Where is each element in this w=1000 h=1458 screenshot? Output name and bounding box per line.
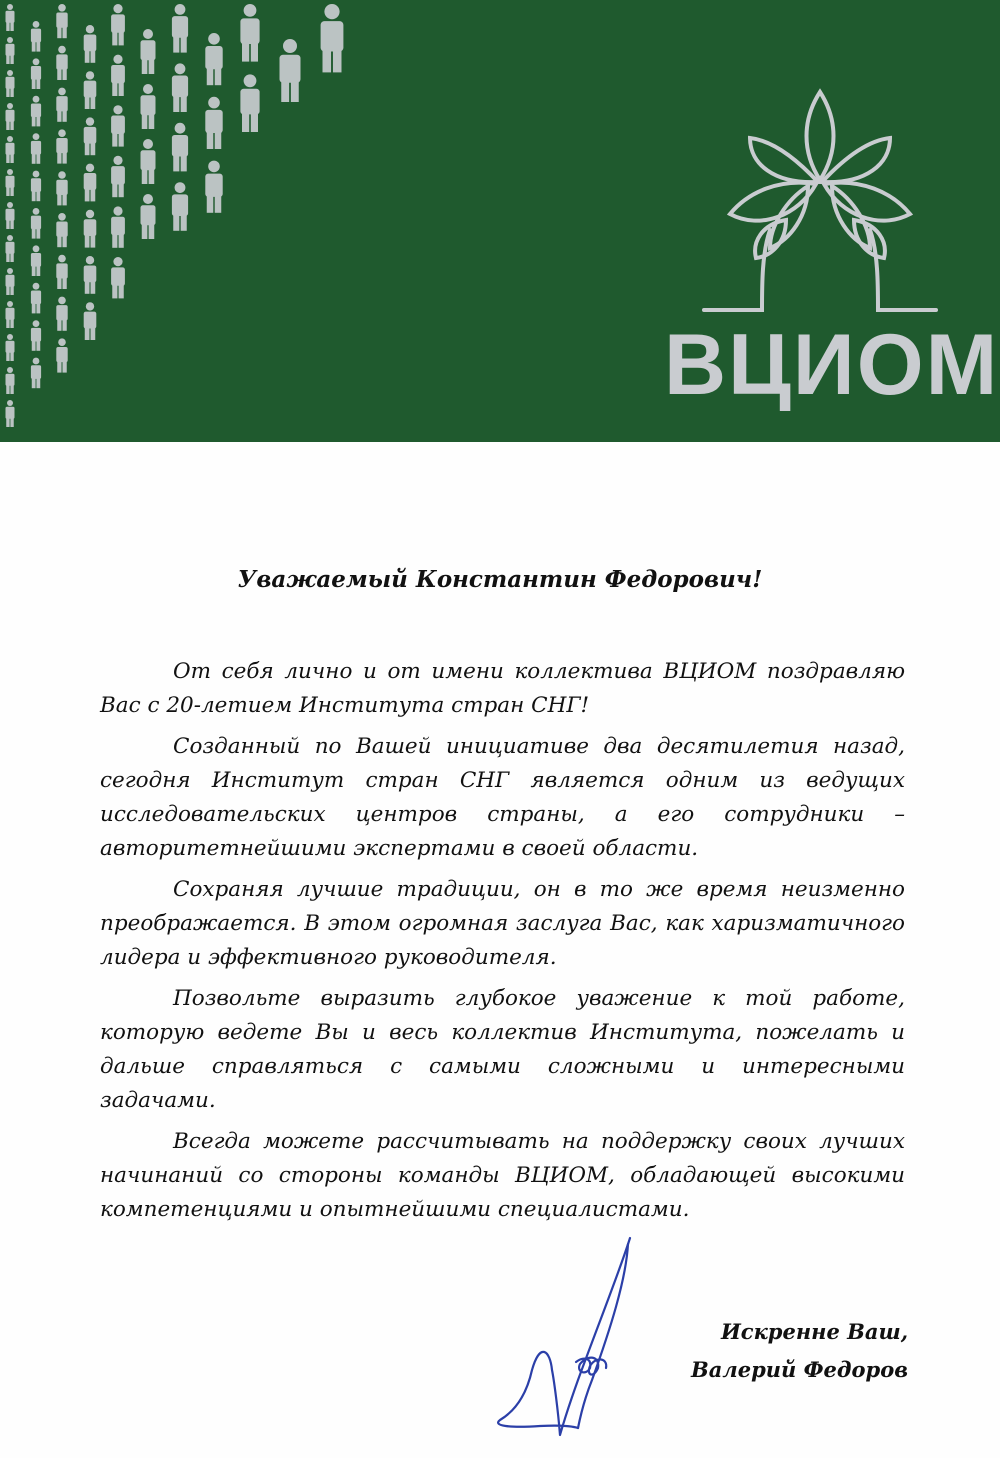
person-icon bbox=[172, 4, 188, 53]
person-icon bbox=[84, 164, 97, 202]
brand-name: ВЦИОМ bbox=[664, 317, 1000, 413]
person-icon bbox=[56, 297, 67, 331]
person-icon bbox=[56, 129, 67, 163]
person-icon bbox=[172, 182, 188, 231]
person-icon bbox=[31, 208, 41, 239]
person-icon bbox=[84, 71, 97, 109]
person-icon bbox=[6, 367, 15, 394]
tree-leaf-icon bbox=[690, 80, 950, 320]
person-icon bbox=[6, 268, 15, 295]
person-icon bbox=[240, 4, 259, 62]
person-icon bbox=[111, 55, 125, 96]
person-icon bbox=[31, 171, 41, 202]
person-icon bbox=[31, 320, 41, 351]
letterhead-banner bbox=[0, 0, 1000, 442]
person-icon bbox=[240, 74, 259, 132]
person-icon bbox=[111, 4, 125, 45]
person-icon bbox=[205, 97, 222, 149]
person-icon bbox=[6, 169, 15, 196]
signer-name: Валерий Федоров bbox=[691, 1357, 908, 1382]
person-icon bbox=[56, 171, 67, 205]
closing-line: Искренне Ваш, bbox=[720, 1319, 908, 1344]
person-icon bbox=[84, 25, 97, 63]
person-icon bbox=[6, 136, 15, 163]
person-icon bbox=[6, 334, 15, 361]
person-icon bbox=[56, 338, 67, 372]
letter-paragraph: От себя лично и от имени коллектива ВЦИОМ поздравляю Вас с 20-летием Института стран СНГ! bbox=[100, 659, 905, 718]
letter-paragraph: Всегда можете рассчитывать на поддержку своих лучших начинаний со стороны команды ВЦИОМ, обладающей высокими компетенциями и опытнейшими специалистами. bbox=[100, 1129, 905, 1222]
person-icon bbox=[6, 235, 15, 262]
person-icon bbox=[6, 37, 15, 64]
letter-closing bbox=[691, 1313, 908, 1389]
person-icon bbox=[111, 156, 125, 197]
person-icon bbox=[6, 202, 15, 229]
person-icon bbox=[56, 255, 67, 289]
person-icon bbox=[111, 206, 125, 247]
handwritten-signature bbox=[480, 1230, 680, 1445]
letter-paragraph: Созданный по Вашей инициативе два десятилетия назад, сегодня Институт стран СНГ является одним из ведущих исследовательских центров страны, а его сотрудники – авторитетнейшими экспертами в своей области. bbox=[100, 734, 905, 861]
person-icon bbox=[111, 257, 125, 298]
person-icon bbox=[141, 29, 156, 74]
letter-greeting: Уважаемый Константин Федорович! bbox=[237, 566, 763, 593]
person-icon bbox=[141, 194, 156, 239]
person-icon bbox=[6, 70, 15, 97]
person-icon bbox=[31, 58, 41, 89]
person-icon bbox=[111, 105, 125, 146]
person-icon bbox=[84, 256, 97, 294]
letter-body bbox=[100, 655, 905, 1234]
person-icon bbox=[56, 88, 67, 122]
person-icon bbox=[172, 63, 188, 112]
person-icon bbox=[6, 4, 15, 31]
person-icon bbox=[280, 39, 301, 102]
person-icon bbox=[6, 103, 15, 130]
person-icon bbox=[141, 84, 156, 129]
person-icon bbox=[56, 213, 67, 247]
person-icon bbox=[141, 139, 156, 184]
person-icon bbox=[172, 123, 188, 172]
person-icon bbox=[31, 245, 41, 276]
person-icon bbox=[31, 21, 41, 52]
person-icon bbox=[321, 4, 344, 72]
person-icon bbox=[84, 210, 97, 248]
person-icon bbox=[84, 117, 97, 155]
letter-paragraph: Позвольте выразить глубокое уважение к той работе, которую ведете Вы и весь коллектив Института, пожелать и дальше справляться с самыми сложными и интересными задачами. bbox=[100, 986, 905, 1113]
person-icon bbox=[31, 283, 41, 314]
person-icon bbox=[84, 302, 97, 340]
letter-paragraph: Сохраняя лучшие традиции, он в то же время неизменно преображается. В этом огромная заслуга Вас, как харизматичного лидера и эффективного руководителя. bbox=[100, 877, 905, 970]
person-icon bbox=[31, 358, 41, 389]
person-icon bbox=[31, 133, 41, 164]
person-icon bbox=[6, 400, 15, 427]
person-icon bbox=[205, 161, 222, 213]
person-icon bbox=[6, 301, 15, 328]
person-icon bbox=[56, 46, 67, 80]
person-icon bbox=[205, 33, 222, 85]
person-icon bbox=[56, 4, 67, 38]
person-icon bbox=[31, 96, 41, 127]
